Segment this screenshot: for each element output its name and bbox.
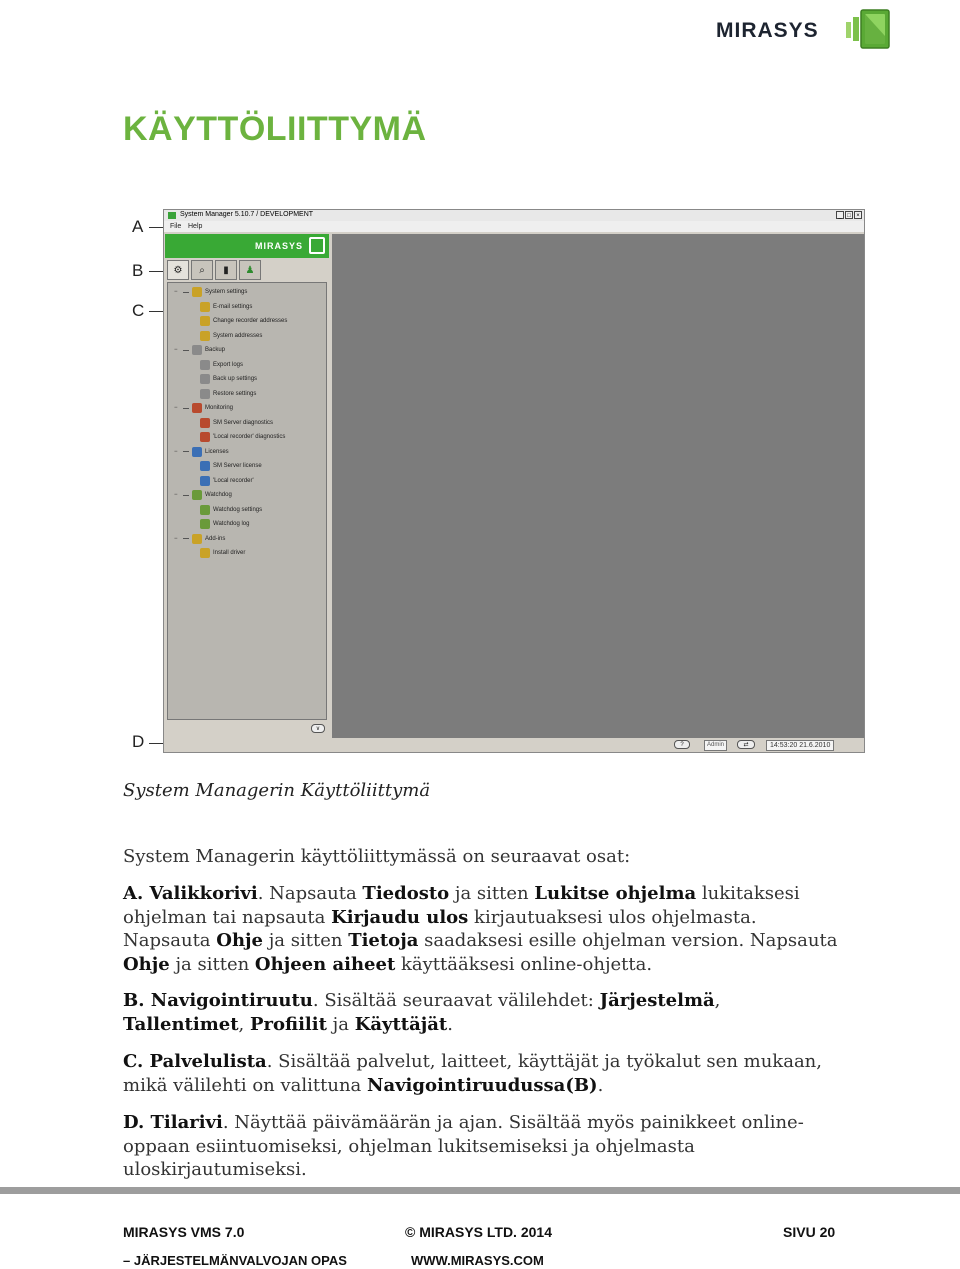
tree-label: Back up settings [213, 376, 258, 382]
tree-group[interactable] [174, 345, 225, 355]
text: , [714, 990, 721, 1011]
annotation-a-label: A [132, 217, 144, 236]
text: , [238, 1013, 250, 1035]
tree-item-icon [200, 418, 210, 428]
tree-item-icon [200, 461, 210, 471]
tree-label: 'Local recorder' [213, 477, 254, 484]
tree-group-icon [192, 447, 202, 457]
tree-label: Change recorder addresses [213, 318, 288, 324]
tree-item[interactable] [200, 461, 262, 471]
text: ja sitten [449, 883, 535, 904]
tree-item[interactable] [200, 548, 245, 558]
tab-recorders[interactable] [191, 260, 213, 280]
profiles-tab-icon: ▮ [223, 264, 229, 276]
collapse-toggle-icon[interactable]: − [174, 448, 178, 455]
tree-group-icon [192, 534, 202, 544]
section-d [123, 1111, 843, 1182]
banner-logo-text: MIRASYS [254, 241, 303, 251]
section-c [123, 1050, 843, 1097]
tree-connector [183, 292, 189, 293]
text: lukitaksesi ohjelman tai napsauta [123, 883, 800, 928]
menu-term: Tietoja [348, 930, 419, 951]
menu-term: Lukitse ohjelma [534, 883, 697, 904]
section-b-heading: B. Navigointiruutu [123, 990, 313, 1011]
app-icon [168, 212, 176, 219]
tree-label: Export logs [213, 361, 244, 368]
text: kirjautuaksesi ulos ohjelmasta. Napsauta [123, 906, 757, 951]
tree-item[interactable] [200, 519, 249, 529]
section-b [123, 989, 843, 1036]
users-tab-icon: ♟ [245, 264, 255, 276]
tree-item-icon [200, 519, 210, 529]
tree-label: SM Server license [213, 463, 262, 469]
mirasys-logo-icon [840, 6, 896, 50]
tree-item-icon [200, 374, 210, 384]
tree-item[interactable] [200, 360, 243, 370]
annotation-b-label: B [132, 261, 144, 280]
text: . Sisältää palvelut, laitteet, käyttäjät ja työkalut sen mukaan, mikä välilehti on valittuna [123, 1051, 822, 1096]
menu-term: Kirjaudu ulos [331, 906, 469, 928]
tab-term: Profiilit [249, 1013, 327, 1035]
banner-logo-icon [309, 237, 325, 254]
help-button[interactable]: ? [674, 740, 690, 749]
tab-profiles[interactable] [215, 260, 237, 280]
service-tree [167, 282, 327, 720]
annotation-c-label: C [132, 301, 145, 320]
window-controls [836, 211, 862, 219]
collapse-toggle-icon[interactable]: − [174, 347, 178, 353]
section-d-heading: D. Tilarivi [123, 1112, 223, 1133]
tree-item-icon [200, 476, 210, 486]
text: . Näyttää päivämäärän ja ajan. Sisältää myös painikkeet online-oppaan esiintuomiseksi, ohjelman lukitsemiseksi ja ohjelmasta uloskirjautumiseksi. [123, 1112, 804, 1180]
tree-item-icon [200, 389, 210, 399]
tree-group[interactable] [174, 534, 225, 544]
tree-connector [183, 495, 189, 496]
tree-item[interactable] [200, 432, 285, 442]
text: ja sitten [169, 953, 255, 975]
menu-term: Tiedosto [362, 883, 450, 904]
navigation-panel [165, 232, 330, 752]
section-a-heading: A. Valikkorivi [123, 883, 258, 904]
tab-term: Käyttäjät [354, 1013, 448, 1035]
navigation-tabs [167, 260, 261, 282]
text: . Sisältää seuraavat välilehdet: [312, 990, 600, 1011]
minimize-icon[interactable]: _ [836, 211, 844, 219]
tab-users[interactable] [239, 260, 261, 280]
tree-item-icon [200, 316, 210, 326]
collapse-toggle-icon[interactable]: − [174, 405, 178, 411]
system-manager-screenshot [163, 209, 865, 753]
tree-label: System settings [205, 289, 248, 295]
tree-label: E-mail settings [213, 303, 253, 310]
tree-item-icon [200, 505, 210, 515]
tree-item[interactable] [200, 331, 262, 341]
tree-connector [183, 408, 189, 409]
pane-term: Navigointiruudussa(B) [366, 1074, 598, 1096]
window-titlebar [164, 210, 864, 221]
menu-bar [164, 221, 864, 232]
tree-connector [183, 350, 189, 351]
tree-label: Backup [205, 347, 226, 353]
tree-connector [183, 538, 189, 539]
tree-label: Add-ins [205, 535, 226, 542]
mirasys-logo [716, 6, 896, 50]
tab-system[interactable] [167, 260, 189, 280]
tree-group[interactable] [174, 490, 232, 500]
text: saadaksesi esille ohjelman version. Napsauta [418, 930, 838, 951]
text: ja sitten [263, 930, 349, 951]
menu-help[interactable]: Help [188, 223, 203, 230]
tree-item-icon [200, 360, 210, 370]
figure-caption: System Managerin Käyttöliittymä [123, 780, 431, 801]
tree-label: System addresses [213, 332, 263, 339]
collapse-toggle-icon[interactable]: − [174, 492, 178, 498]
window-title: System Manager 5.10.7 / DEVELOPMENT [180, 211, 314, 218]
tree-label: Watchdog [205, 492, 232, 498]
current-user: Admin [704, 740, 727, 751]
tree-item[interactable] [200, 302, 252, 312]
collapse-toggle-icon[interactable]: − [174, 535, 178, 542]
tree-item[interactable] [200, 316, 287, 326]
tree-label: SM Server diagnostics [213, 419, 274, 426]
tree-label: Licenses [205, 448, 229, 455]
section-c-heading: C. Palvelulista [123, 1051, 267, 1072]
tree-group[interactable] [174, 447, 229, 457]
menu-file[interactable]: File [170, 223, 182, 230]
main-workspace [332, 234, 864, 738]
menu-term: Ohje [216, 930, 263, 951]
status-datetime: 14:53:20 21.6.2010 [766, 740, 834, 751]
tree-group[interactable] [174, 403, 233, 413]
tree-item-icon [200, 548, 210, 558]
footer-copyright: © MIRASYS LTD. 2014 [405, 1224, 552, 1240]
tab-term: Järjestelmä [599, 990, 715, 1011]
tab-term: Tallentimet [123, 1013, 239, 1035]
tree-item-icon [200, 302, 210, 312]
tree-item[interactable] [200, 389, 256, 399]
tree-scroll-down-button[interactable]: ∨ [311, 724, 325, 733]
close-icon[interactable]: × [854, 211, 862, 219]
section-a [123, 882, 843, 976]
tree-label: Watchdog settings [213, 506, 263, 513]
collapse-toggle-icon[interactable]: − [174, 289, 178, 295]
tree-item[interactable] [200, 374, 257, 384]
tree-item[interactable] [200, 418, 273, 428]
footer-divider [0, 1187, 960, 1194]
logo-wordmark: MIRASYS [716, 19, 819, 42]
footer-page-number: SIVU 20 [783, 1224, 836, 1240]
page-title: KÄYTTÖLIITTYMÄ [123, 110, 427, 148]
footer-url[interactable]: WWW.MIRASYS.COM [411, 1253, 544, 1268]
footer-guide-title: – JÄRJESTELMÄNVALVOJAN OPAS [123, 1253, 347, 1268]
intro-paragraph: System Managerin käyttöliittymässä on seuraavat osat: [123, 846, 631, 867]
tree-item-icon [200, 432, 210, 442]
mirasys-banner [165, 234, 329, 258]
annotation-d-label: D [132, 732, 145, 751]
text: ja [326, 1013, 355, 1035]
menu-term: Ohjeen aiheet [254, 953, 396, 975]
tree-connector [183, 451, 189, 452]
menu-term: Ohje [123, 953, 170, 975]
tree-label: Install driver [213, 550, 246, 556]
text: . Napsauta [257, 883, 363, 904]
tree-label: Monitoring [205, 405, 234, 411]
tree-item[interactable] [200, 505, 262, 515]
footer-product: MIRASYS VMS 7.0 [123, 1224, 245, 1240]
text: . [597, 1074, 604, 1096]
text: käyttääksesi online-ohjetta. [395, 953, 653, 975]
tree-item-icon [200, 331, 210, 341]
tree-group-icon [192, 490, 202, 500]
system-tab-icon: ⚙ [173, 264, 183, 276]
status-bar [164, 738, 864, 752]
tree-label: Watchdog log [213, 521, 250, 527]
text: . [447, 1013, 453, 1035]
maximize-icon[interactable]: □ [845, 211, 853, 219]
tree-group-icon [192, 345, 202, 355]
tree-group-icon [192, 287, 202, 297]
recordings-tab-icon: ⌕ [199, 264, 205, 276]
tree-group-icon [192, 403, 202, 413]
tree-group[interactable] [174, 287, 247, 297]
tree-label: 'Local recorder' diagnostics [213, 434, 286, 440]
tree-label: Restore settings [213, 390, 257, 397]
tree-item[interactable] [200, 476, 254, 486]
lock-logout-button[interactable]: ⇄ [737, 740, 755, 749]
